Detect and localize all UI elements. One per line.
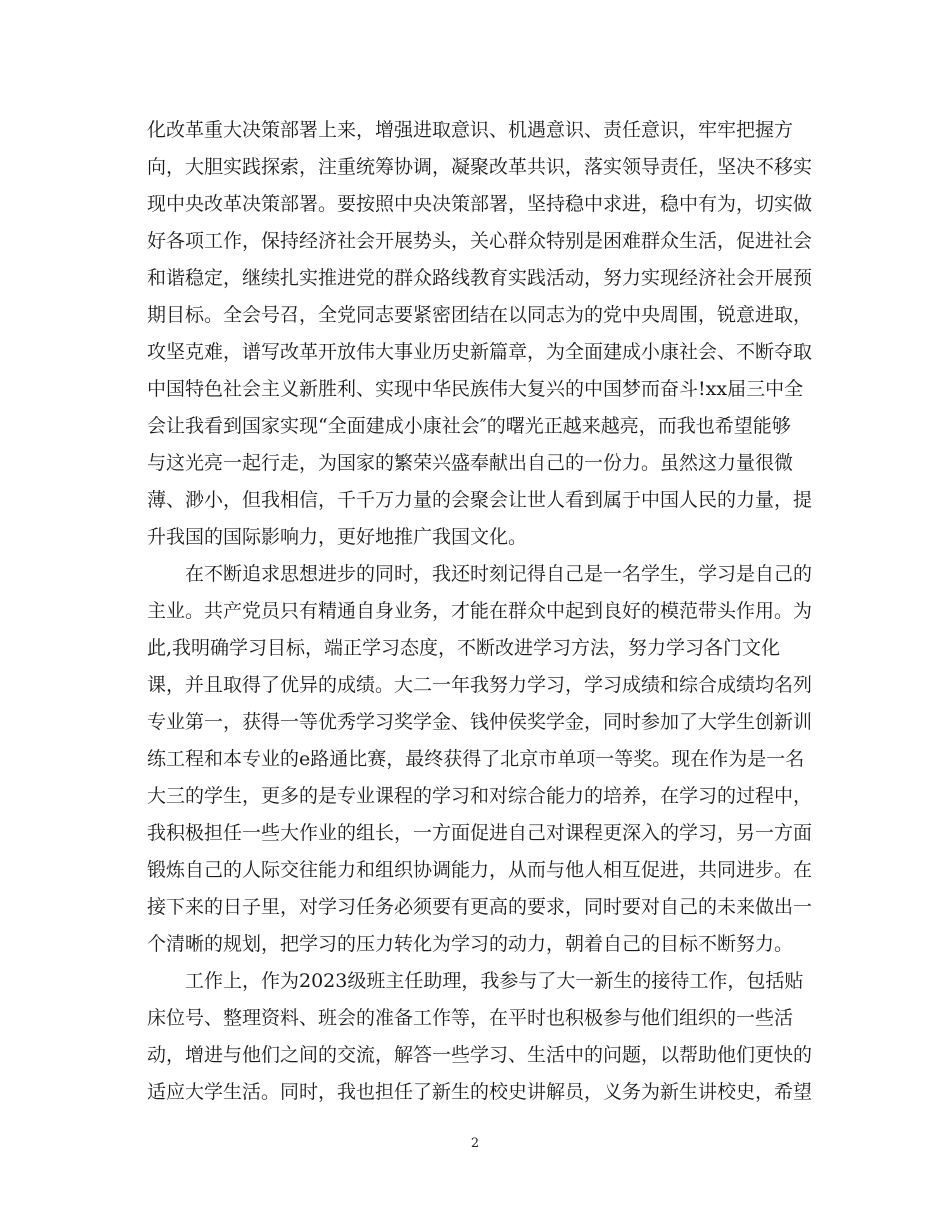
text-line: 化改革重大决策部署上来，增强进取意识、机遇意识、责任意识，牢牢把握方 xyxy=(147,119,794,141)
text-line: 专业第一，获得一等优秀学习奖学金、钱仲侯奖学金，同时参加了大学生创新训 xyxy=(147,711,813,733)
text-line: 升我国的国际影响力，更好地推广我国文化。 xyxy=(147,526,528,548)
text-line: 主业。共产党员只有精通自身业务，才能在群众中起到良好的模范带头作用。为 xyxy=(147,600,813,622)
text-line: 大三的学生，更多的是专业课程的学习和对综合能力的培养，在学习的过程中， xyxy=(147,785,813,807)
body-text xyxy=(147,112,817,1111)
text-line: 工作上，作为2023级班主任助理，我参与了大一新生的接待工作，包括贴 xyxy=(147,970,804,992)
text-line: 现中央改革决策部署。要按照中央决策部署，坚持稳中求进，稳中有为，切实做 xyxy=(147,193,813,215)
text-line: 会让我看到国家实现“全面建成小康社会″的曙光正越来越亮，而我也希望能够 xyxy=(147,415,791,437)
text-line: 练工程和本专业的e路通比赛，最终获得了北京市单项一等奖。现在作为是一名 xyxy=(147,748,805,770)
text-line: 向，大胆实践探索，注重统筹协调，凝聚改革共识，落实领导责任，坚决不移实 xyxy=(147,156,813,178)
text-line: 锻炼自己的人际交往能力和组织协调能力，从而与他人相互促进，共同进步。在 xyxy=(147,859,813,881)
text-line: 个清晰的规划，把学习的压力转化为学习的动力，朝着自己的目标不断努力。 xyxy=(147,933,794,955)
text-line: 薄、渺小，但我相信，千千万力量的会聚会让世人看到属于中国人民的力量，提 xyxy=(147,489,813,511)
text-line: 此,我明确学习目标，端正学习态度，不断改进学习方法，努力学习各门文化 xyxy=(147,637,781,659)
text-line: 与这光亮一起行走，为国家的繁荣兴盛奉献出自己的一份力。虽然这力量很微 xyxy=(147,452,794,474)
text-line: 在不断追求思想进步的同时，我还时刻记得自己是一名学生，学习是自己的 xyxy=(147,563,813,585)
text-line: 我积极担任一些大作业的组长，一方面促进自己对课程更深入的学习，另一方面 xyxy=(147,822,813,844)
text-line: 好各项工作，保持经济社会开展势头，关心群众特别是困难群众生活，促进社会 xyxy=(147,230,813,252)
text-line: 期目标。全会号召，全党同志要紧密团结在以同志为的党中央周围，锐意进取， xyxy=(147,304,813,326)
text-line: 课，并且取得了优异的成绩。大二一年我努力学习，学习成绩和综合成绩均名列 xyxy=(147,674,813,696)
text-line: 中国特色社会主义新胜利、实现中华民族伟大复兴的中国梦而奋斗!xx届三中全 xyxy=(147,378,804,400)
page-number: 2 xyxy=(470,1136,480,1151)
text-line: 攻坚克难，谱写改革开放伟大事业历史新篇章，为全面建成小康社会、不断夺取 xyxy=(147,341,813,363)
text-line: 动，增进与他们之间的交流，解答一些学习、生活中的问题，以帮助他们更快的 xyxy=(147,1044,813,1066)
text-line: 接下来的日子里，对学习任务必须要有更高的要求，同时要对自己的未来做出一 xyxy=(147,896,813,918)
text-line: 床位号、整理资料、班会的准备工作等，在平时也积极参与他们组织的一些活 xyxy=(147,1007,794,1029)
text-line: 和谐稳定，继续扎实推进党的群众路线教育实践活动，努力实现经济社会开展预 xyxy=(147,267,813,289)
text-line: 适应大学生活。同时，我也担任了新生的校史讲解员，义务为新生讲校史，希望 xyxy=(147,1081,813,1103)
